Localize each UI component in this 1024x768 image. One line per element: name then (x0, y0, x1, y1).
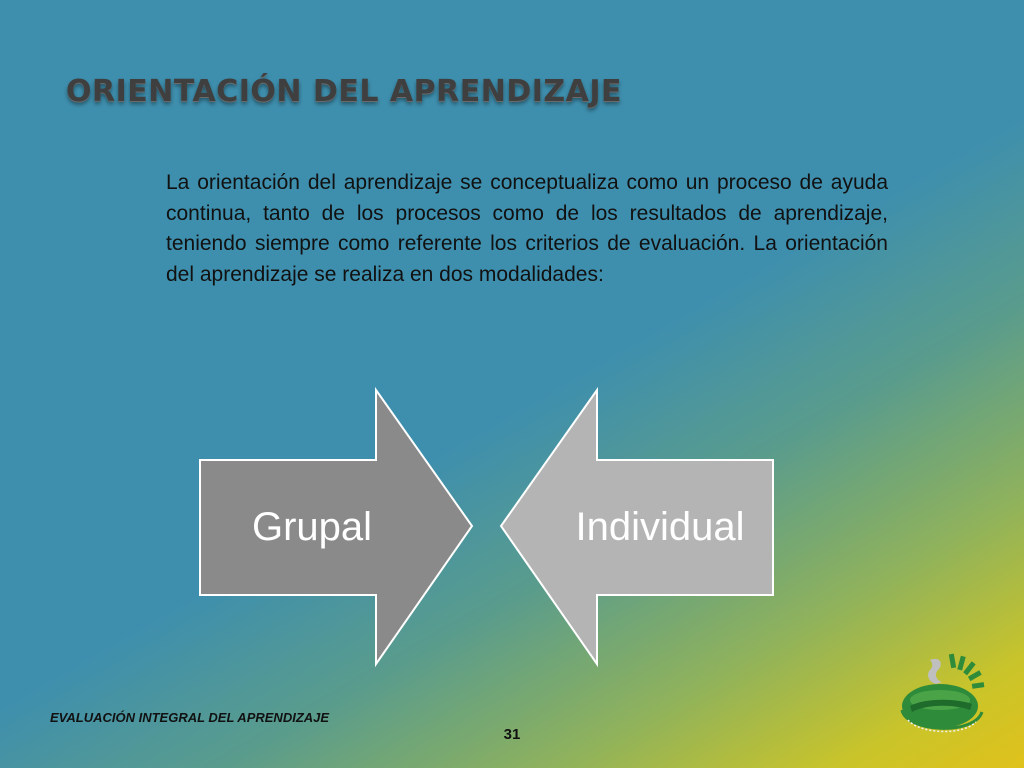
arrow-grupal (200, 390, 472, 664)
footer-title: EVALUACIÓN INTEGRAL DEL APRENDIZAJE (50, 710, 330, 725)
body-paragraph: La orientación del aprendizaje se conceptualiza como un proceso de ayuda continua, tanto de los procesos como de los resultados de aprendizaje, teniendo siempre como referente los criterios de evaluación. La orientación del aprendizaje se realiza en dos modalidades: (166, 171, 888, 286)
arrow-individual (501, 390, 773, 664)
institution-logo-icon (896, 650, 994, 742)
slide-title: ORIENTACIÓN DEL APRENDIZAJE (66, 74, 623, 109)
arrow-grupal-label: Grupal (251, 505, 373, 549)
page-number: 31 (503, 726, 521, 743)
arrow-individual-label: Individual (575, 505, 745, 549)
